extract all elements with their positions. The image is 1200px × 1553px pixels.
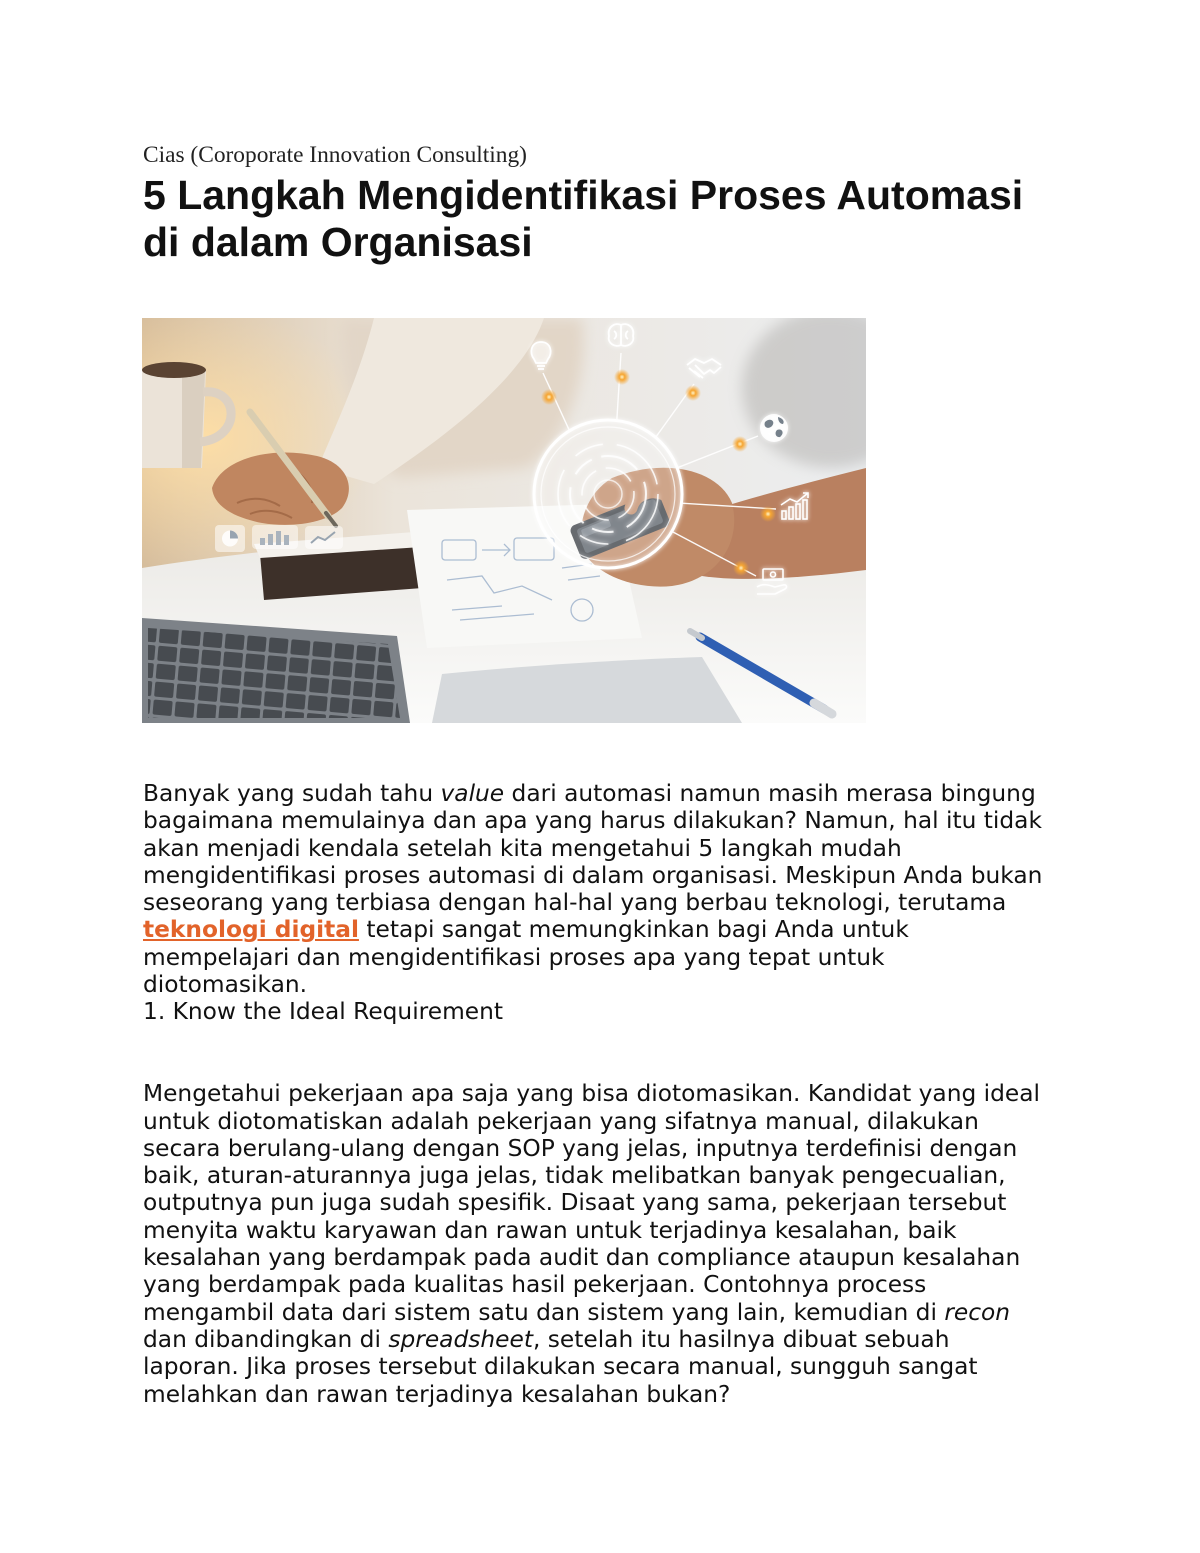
paragraph-line bbox=[143, 1326, 1042, 1353]
article-title bbox=[143, 172, 1023, 266]
link-teknologi-digital[interactable]: teknologi digital bbox=[143, 916, 359, 944]
text-segment: dan dibandingkan di bbox=[143, 1325, 389, 1353]
mini-bar-chart-card bbox=[252, 525, 298, 549]
paragraph-line bbox=[143, 916, 1042, 943]
paragraph-line: Mengetahui pekerjaan apa saja yang bisa diotomasikan. Kandidat yang ideal bbox=[143, 1080, 1040, 1108]
text-segment: Banyak yang sudah tahu bbox=[143, 780, 441, 807]
title-line: di dalam Organisasi bbox=[143, 219, 533, 265]
text-segment: , setelah itu hasilnya dibuat sebuah bbox=[532, 1325, 950, 1353]
paragraph-line: mengidentifikasi proses automasi di dalam organisasi. Meskipun Anda bukan bbox=[143, 861, 1043, 889]
step-heading: 1. Know the Ideal Requirement bbox=[143, 998, 503, 1026]
globe-icon bbox=[760, 414, 788, 442]
italic-term-value: value bbox=[440, 780, 505, 807]
paragraph-line: mempelajari dan mengidentifikasi proses apa yang tepat untuk bbox=[143, 943, 885, 971]
paragraph-line: yang berdampak pada kualitas hasil pekerjaan. Contohnya process bbox=[143, 1271, 927, 1299]
paragraph-line: seseorang yang terbiasa dengan hal-hal yang berbau teknologi, terutama bbox=[143, 889, 1007, 917]
hologram-ring bbox=[534, 420, 682, 568]
text-segment: mengambil data dari sistem satu dan sistem yang lain, kemudian di bbox=[143, 1298, 945, 1326]
paragraph-line bbox=[143, 1299, 1042, 1326]
paragraph-line: laporan. Jika proses tersebut dilakukan secara manual, sungguh sangat bbox=[143, 1353, 978, 1381]
step-paragraph bbox=[143, 1080, 1042, 1408]
paragraph-line: kesalahan yang berdampak pada audit dan compliance ataupun kesalahan bbox=[143, 1244, 1021, 1272]
paragraph-line: secara berulang-ulang dengan SOP yang jelas, inputnya terdefinisi dengan bbox=[143, 1134, 1018, 1162]
paragraph-line bbox=[143, 780, 1042, 807]
hero-image bbox=[142, 318, 866, 723]
italic-term-spreadsheet: spreadsheet bbox=[388, 1325, 533, 1353]
hero-illustration bbox=[142, 318, 866, 723]
mini-pie-chart-card bbox=[215, 525, 245, 552]
paragraph-line: akan menjadi kendala setelah kita mengetahui 5 langkah mudah bbox=[143, 834, 902, 862]
paragraph-line: baik, aturan-aturannya juga jelas, tidak melibatkan banyak pengecualian, bbox=[143, 1162, 1006, 1190]
paragraph-line: diotomasikan. bbox=[143, 971, 308, 999]
paragraph-line: menyita waktu karyawan dan rawan untuk terjadinya kesalahan, baik bbox=[143, 1216, 957, 1244]
title-line: 5 Langkah Mengidentifikasi Proses Automasi bbox=[143, 172, 1024, 218]
text-segment: dari automasi namun masih merasa bingung bbox=[504, 780, 1036, 807]
paragraph-line: untuk diotomatiskan adalah pekerjaan yang sifatnya manual, dilakukan bbox=[143, 1107, 979, 1135]
mini-line-chart-card bbox=[305, 526, 343, 549]
text-segment: tetapi sangat memungkinkan bagi Anda untuk bbox=[358, 916, 909, 944]
italic-term-recon: recon bbox=[944, 1298, 1011, 1326]
source-line: Cias (Coroporate Innovation Consulting) bbox=[143, 142, 527, 168]
paragraph-line: bagaimana memulainya dan apa yang harus dilakukan? Namun, hal itu tidak bbox=[143, 807, 1042, 835]
paragraph-line: outputnya pun juga sudah spesifik. Disaat yang sama, pekerjaan tersebut bbox=[143, 1189, 1007, 1217]
paragraph-line: melahkan dan rawan terjadinya kesalahan bukan? bbox=[143, 1380, 731, 1408]
article-body bbox=[143, 780, 1042, 1408]
intro-paragraph bbox=[143, 780, 1042, 998]
